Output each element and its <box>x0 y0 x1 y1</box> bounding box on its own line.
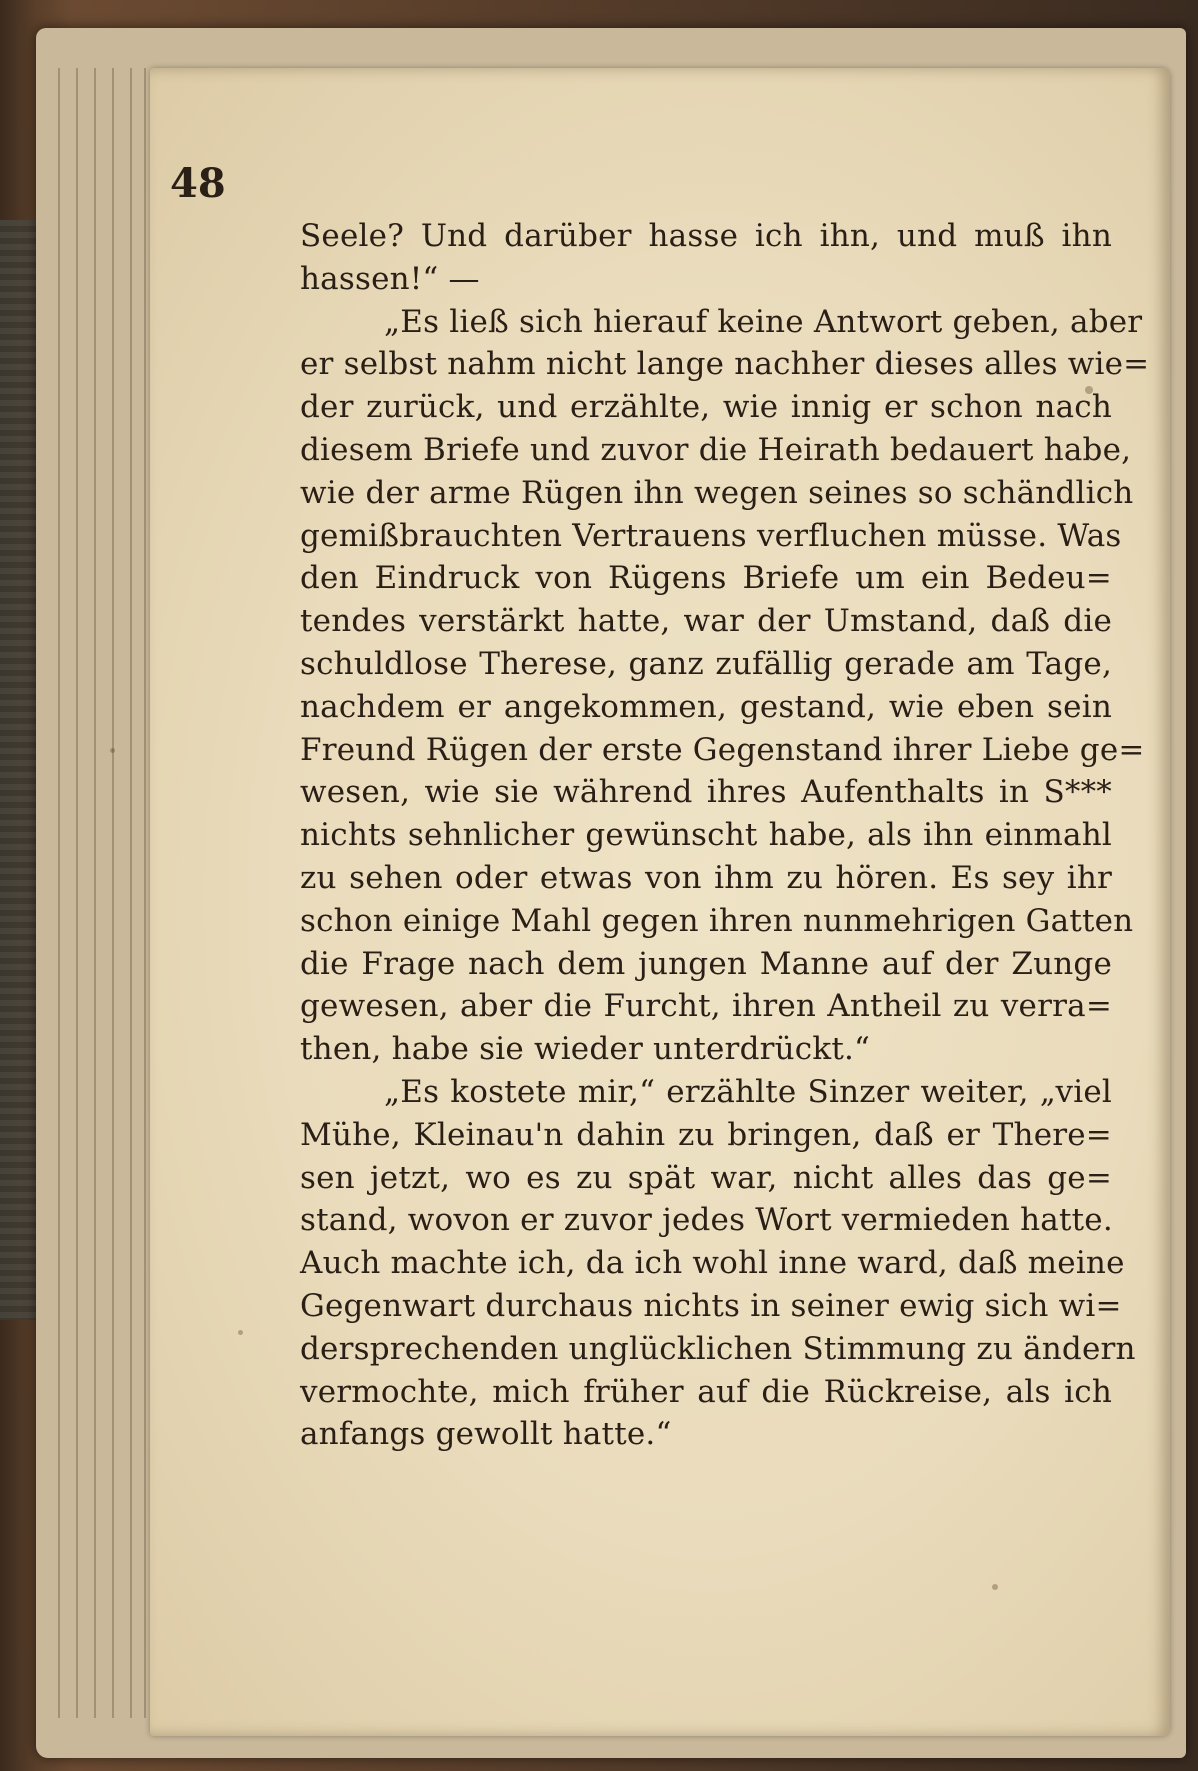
paper-spot <box>110 748 115 753</box>
text-line: diesem Briefe und zuvor die Heirath bedauert habe, <box>300 431 1132 468</box>
text-line: stand, wovon er zuvor jedes Wort vermieden hatte. <box>300 1202 1113 1239</box>
text-line: hassen!“ — <box>300 260 480 297</box>
text-line: schon einige Mahl gegen ihren nunmehrigen Gatten <box>300 902 1134 939</box>
text-line: Auch machte ich, da ich wohl inne ward, daß meine <box>300 1245 1125 1282</box>
text-line: nichts sehnlicher gewünscht habe, als ihn einmahl <box>300 817 1112 854</box>
text-line: der zurück, und erzählte, wie innig er schon nach <box>300 389 1112 426</box>
text-line: nachdem er angekommen, gestand, wie eben sein <box>300 688 1112 725</box>
text-line: wesen, wie sie während ihres Aufenthalts in S*** <box>300 774 1112 811</box>
text-line: vermochte, mich früher auf die Rückreise, als ich <box>300 1373 1112 1410</box>
paper-spot <box>1085 386 1093 394</box>
page-edge-line <box>58 68 60 1718</box>
text-line: schuldlose Therese, ganz zufällig gerade am Tage, <box>300 645 1112 682</box>
paper-spot <box>238 1330 243 1335</box>
page-edge-line <box>94 68 96 1718</box>
text-line: dersprechenden unglücklichen Stimmung zu ändern <box>300 1330 1136 1367</box>
text-line: den Eindruck von Rügens Briefe um ein Bedeu= <box>300 560 1112 597</box>
page-number: 48 <box>170 160 226 207</box>
text-line: Gegenwart durchaus nichts in seiner ewig sich wi= <box>300 1287 1122 1324</box>
text-line: tendes verstärkt hatte, war der Umstand, daß die <box>300 603 1112 640</box>
text-line: then, habe sie wieder unterdrückt.“ <box>300 1031 871 1068</box>
page-edge-line <box>76 68 78 1718</box>
text-line: gemißbrauchten Vertrauens verfluchen müsse. Was <box>300 517 1122 554</box>
paper-spot <box>992 1584 998 1590</box>
text-line: „Es kostete mir,“ erzählte Sinzer weiter, „viel <box>384 1073 1112 1110</box>
text-line: zu sehen oder etwas von ihm zu hören. Es sey ihr <box>300 859 1112 896</box>
cover-edge <box>0 220 38 1320</box>
text-line: gewesen, aber die Furcht, ihren Antheil zu verra= <box>300 988 1112 1025</box>
page-edge-line <box>130 68 132 1718</box>
text-line: Seele? Und darüber hasse ich ihn, und muß ihn <box>300 218 1112 254</box>
text-line: sen jetzt, wo es zu spät war, nicht alles das ge= <box>300 1159 1112 1196</box>
page-edge-line <box>112 68 114 1718</box>
text-line: Mühe, Kleinau'n dahin zu bringen, daß er There= <box>300 1116 1112 1153</box>
page-edge-line <box>144 68 146 1718</box>
text-line: die Frage nach dem jungen Manne auf der Zunge <box>300 945 1112 982</box>
text-line: wie der arme Rügen ihn wegen seines so schändlich <box>300 474 1134 511</box>
text-line: „Es ließ sich hierauf keine Antwort geben, aber <box>384 303 1143 340</box>
page-text <box>300 215 1150 1456</box>
text-line: anfangs gewollt hatte.“ <box>300 1416 672 1453</box>
text-line: Freund Rügen der erste Gegenstand ihrer Liebe ge= <box>300 731 1145 768</box>
text-line: er selbst nahm nicht lange nachher dieses alles wie= <box>300 346 1150 383</box>
